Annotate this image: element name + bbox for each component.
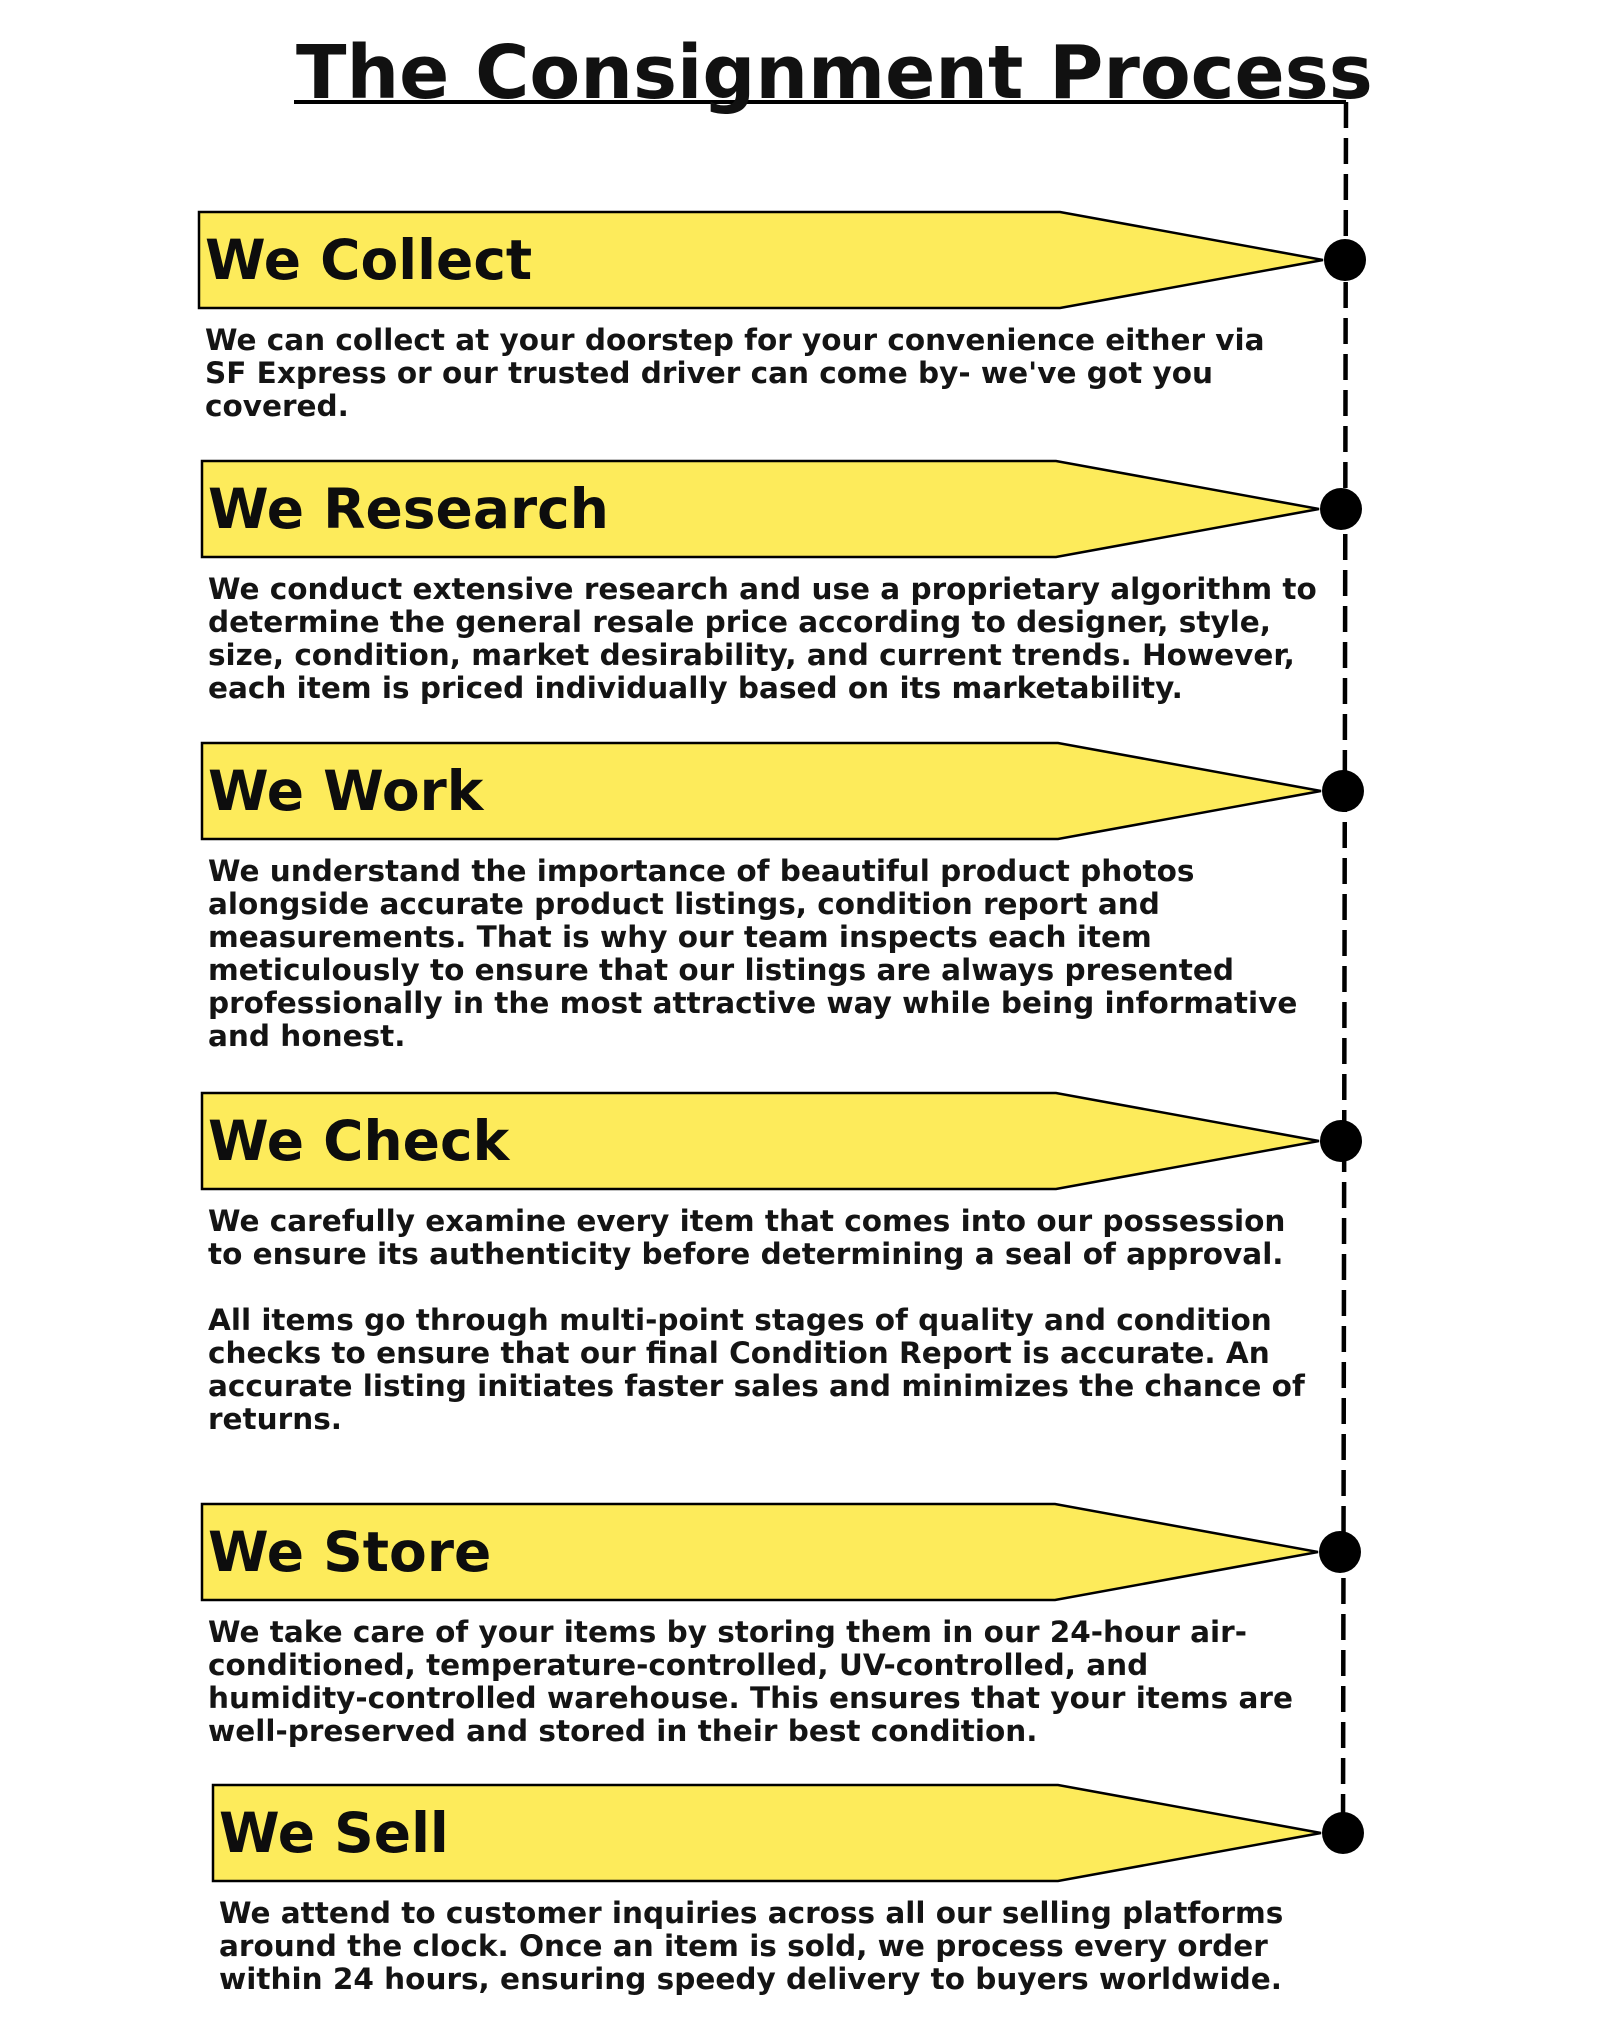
timeline-dot-we-store <box>1319 1531 1361 1573</box>
timeline-dot-we-work <box>1322 770 1364 812</box>
step-paragraph: We attend to customer inquiries across all our selling platforms around the clock. Once an item is sold, we process every order within 24 hours, ensuring speedy delivery to buyers worldwide. <box>219 1896 1284 1996</box>
timeline-dot-we-check <box>1320 1120 1362 1162</box>
timeline-line <box>1343 102 1346 1836</box>
timeline-dot-we-research <box>1320 488 1362 530</box>
page-title: The Consignment Process <box>296 30 1373 116</box>
step-paragraph: We carefully examine every item that comes into our possession to ensure its authenticity before determining a seal of approval. <box>208 1204 1286 1271</box>
step-paragraph: We conduct extensive research and use a proprietary algorithm to determine the general resale price according to designer, style, size, condition, market desirability, and current trends. However, each item is priced individually based on its marketability. <box>208 572 1317 705</box>
step-title-we-research: We Research <box>208 477 609 541</box>
step-description-we-collect <box>205 324 1315 423</box>
step-title-we-sell: We Sell <box>219 1801 449 1865</box>
step-description-we-check <box>208 1205 1318 1436</box>
step-description-we-research <box>208 573 1318 705</box>
timeline-dot-we-collect <box>1324 239 1366 281</box>
step-title-we-check: We Check <box>208 1109 510 1173</box>
step-title-we-collect: We Collect <box>205 228 533 292</box>
step-paragraph: All items go through multi-point stages of quality and condition checks to ensure that our final Condition Report is accurate. An accurate listing initiates faster sales and minimizes the chance of returns. <box>208 1303 1305 1436</box>
step-paragraph: We can collect at your doorstep for your convenience either via SF Express or our trusted driver can come by- we've got you covered. <box>205 323 1265 423</box>
step-title-we-work: We Work <box>208 759 484 823</box>
step-description-we-work <box>208 855 1318 1053</box>
step-paragraph: We understand the importance of beautiful product photos alongside accurate product listings, condition report and measurements. That is why our team inspects each item meticulously to ensure that our listings are always presented professionally in the most attractive way while being informative and honest. <box>208 854 1298 1053</box>
step-title-we-store: We Store <box>208 1520 492 1584</box>
step-paragraph: We take care of your items by storing them in our 24-hour air-conditioned, temperature-controlled, UV-controlled, and humidity-controlled warehouse. This ensures that your items are well-preserved and stored in their best condition. <box>208 1615 1293 1748</box>
timeline-dot-we-sell <box>1322 1812 1364 1854</box>
step-description-we-sell <box>219 1897 1329 1996</box>
step-description-we-store <box>208 1616 1318 1748</box>
